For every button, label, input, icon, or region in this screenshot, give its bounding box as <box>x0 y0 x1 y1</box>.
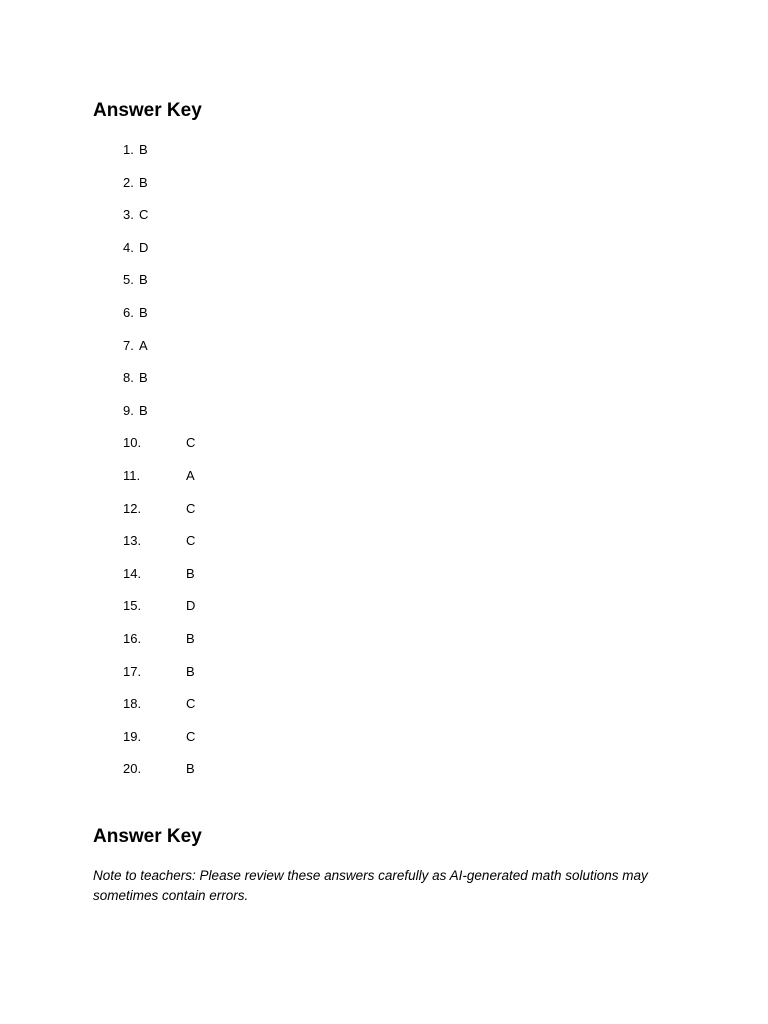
answer-value: C <box>186 500 196 516</box>
answer-number: 16. <box>123 630 142 646</box>
answer-value: B <box>139 272 148 288</box>
answer-number: 6. <box>123 304 134 320</box>
answer-value: D <box>139 239 149 255</box>
answer-value: B <box>139 304 148 320</box>
answer-number: 10. <box>123 435 142 451</box>
answer-number: 3. <box>123 207 134 223</box>
answer-number: 1. <box>123 142 134 157</box>
answer-value: B <box>186 565 195 581</box>
answer-number: 17. <box>123 663 142 679</box>
answer-number: 11. <box>123 467 141 483</box>
answer-number: 7. <box>123 337 134 353</box>
answer-value: B <box>139 402 148 418</box>
answer-value: C <box>139 207 149 223</box>
answer-value: B <box>186 761 195 777</box>
answer-value: B <box>139 174 148 190</box>
answer-number: 14. <box>123 565 142 581</box>
answer-value: B <box>186 663 195 679</box>
answer-value: C <box>186 435 196 451</box>
answer-value: C <box>186 696 196 712</box>
answer-number: 2. <box>123 174 134 190</box>
answer-value: C <box>186 533 196 549</box>
teacher-note: Note to teachers: Please review these answers carefully as AI-generated math solutions may sometimes contain errors. <box>93 868 648 903</box>
answer-key-heading: Answer Key <box>93 100 202 121</box>
answer-key-heading-2: Answer Key <box>93 826 202 847</box>
answer-number: 8. <box>123 370 134 386</box>
answer-number: 4. <box>123 239 134 255</box>
answer-value: B <box>139 142 148 157</box>
answer-number: 18. <box>123 696 142 712</box>
answer-number: 12. <box>123 500 142 516</box>
answer-number: 19. <box>123 728 142 744</box>
answer-value: C <box>186 728 196 744</box>
answer-number: 5. <box>123 272 134 288</box>
answer-value: B <box>139 370 148 386</box>
answer-number: 15. <box>123 598 142 614</box>
answer-value: A <box>186 467 195 483</box>
answer-number: 13. <box>123 533 142 549</box>
answer-number: 20. <box>123 761 142 777</box>
answer-value: D <box>186 598 196 614</box>
answer-value: A <box>139 337 148 353</box>
answer-value: B <box>186 630 195 646</box>
answer-number: 9. <box>123 402 134 418</box>
